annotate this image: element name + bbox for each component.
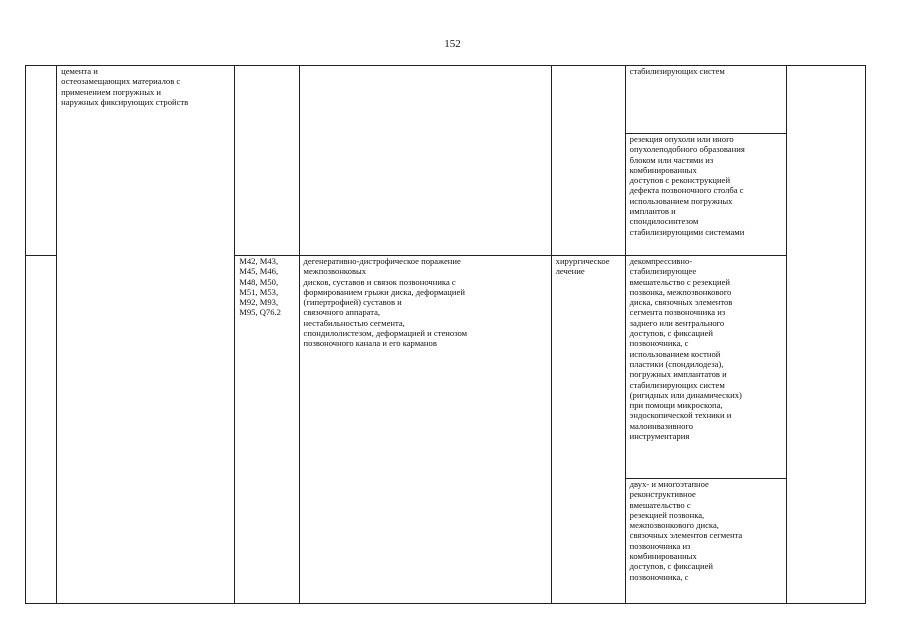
table-row [26,66,866,134]
method-cell: декомпрессивно- стабилизирующее вмешательство с резекцией позвонка, межпозвонкового диска, связочных элементов сегмента позвоночника из заднего или вентрального доступов, с фиксацией позвоночника, с использованием костной пластики (спондилодеза), погружных имплантатов и стабилизирующих систем (ригидных или динамических) при помощи микроскопа, эндоскопической техники и малоинвазивного инструментария [625,256,786,479]
treatment-type-cell: хирургическое лечение [551,256,625,604]
method-cell: резекция опухоли или иного опухолеподобного образования блоком или частями из комбинированных доступов с реконструкцией дефекта позвоночного столба с использованием погружных имплантов и спондилосинтезом стабилизирующими системами [625,134,786,256]
index-cell [26,256,57,604]
index-cell [26,66,57,256]
page-number: 152 [444,38,461,50]
codes-cell-empty [235,66,299,256]
method-cell: двух- и многоэтапное реконструктивное вмешательство с резекцией позвонка, межпозвонкового диска, связочных элементов сегмента позвоночника из комбинированных доступов, с фиксацией позвоночника, с [625,479,786,604]
standard-cell [786,66,865,604]
treatment-type-cell-empty [551,66,625,256]
icd-codes-cell: M42, M43, M45, M46, M48, M50, M51, M53, M92, M93, M95, Q76.2 [235,256,299,604]
diagnosis-cell: дегенеративно-дистрофическое поражение межпозвонковых дисков, суставов и связок позвоночника с формированием грыжи диска, деформацией (гипертрофией) суставов и связочного аппарата, нестабильностью сегмента, спондилолистезом, деформацией и стенозом позвоночного канала и его карманов [299,256,551,604]
method-cell: стабилизирующих систем [625,66,786,134]
medical-care-table [25,65,866,604]
diagnosis-cell-empty [299,66,551,256]
treatment-description-cell: цемента и остеозамещающих материалов с применением погружных и наружных фиксирующих стройств [57,66,235,604]
